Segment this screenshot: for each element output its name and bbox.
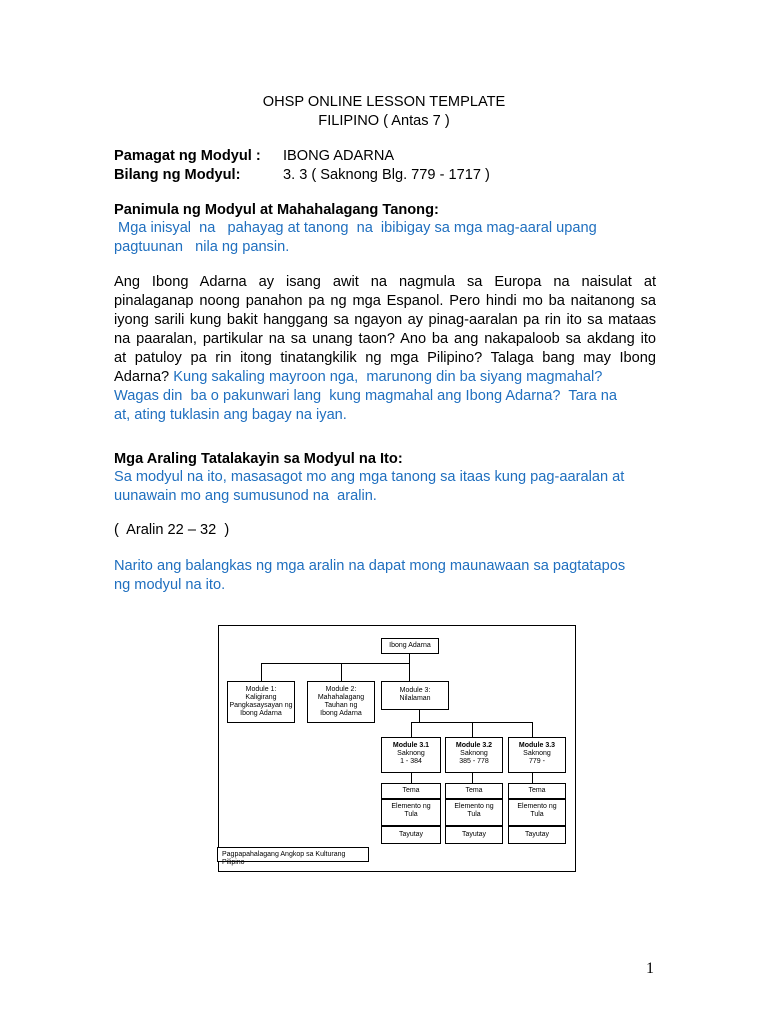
outline-line: Narito ang balangkas ng mga aralin na dapat mong maunawaan sa pagtatapos bbox=[114, 558, 626, 574]
intro-heading: Panimula ng Modyul at Mahahalagang Tanong: bbox=[114, 202, 439, 218]
submodule-line: Saknong bbox=[397, 750, 425, 758]
paragraph-line: iyong sarili kung bakit hanggang sa ngayon ay pinag-aaralan pa rin ito sa mataas bbox=[114, 311, 656, 328]
module-node bbox=[307, 681, 375, 723]
submodule-node bbox=[381, 737, 441, 773]
submodule-line: Saknong bbox=[460, 750, 488, 758]
intro-note-line: pagtuunan nila ng pansin. bbox=[114, 238, 290, 255]
module-title-value: IBONG ADARNA bbox=[283, 148, 395, 164]
module-title-label: Pamagat ng Modyul : bbox=[114, 148, 261, 164]
lessons-intro-line: uunawain mo ang sumusunod na aralin. bbox=[114, 487, 377, 504]
topic-node: Tayutay bbox=[508, 826, 566, 844]
connector-line bbox=[419, 710, 420, 722]
lessons-outline bbox=[114, 557, 659, 595]
submodule-line: 1 - 384 bbox=[400, 758, 422, 766]
module-node bbox=[381, 681, 449, 710]
module-title: Module 2: bbox=[325, 686, 357, 693]
topic-node: Tema bbox=[508, 783, 566, 799]
intro-note bbox=[114, 219, 659, 257]
module-line: Kaligirang bbox=[245, 694, 277, 702]
connector-line bbox=[409, 663, 410, 681]
lessons-intro bbox=[114, 468, 659, 506]
outline-line: ng modyul na ito. bbox=[114, 576, 226, 593]
topic-node: Tema bbox=[445, 783, 503, 799]
document-subtitle: FILIPINO ( Antas 7 ) bbox=[318, 113, 450, 129]
connector-line bbox=[532, 722, 533, 737]
module-line: Tauhan ng bbox=[324, 702, 358, 710]
paragraph-blue-line: at, ating tuklasin ang bagay na iyan. bbox=[114, 406, 347, 423]
connector-line bbox=[472, 722, 473, 737]
submodule-line: 385 - 778 bbox=[459, 758, 489, 766]
topic-node: Tema bbox=[381, 783, 441, 799]
connector-line bbox=[411, 722, 412, 737]
module-diagram bbox=[218, 625, 576, 872]
module-line: Nilalaman bbox=[399, 695, 431, 703]
diagram-footer-node: Pagpapahalagang Angkop sa Kulturang Pilipino bbox=[217, 847, 369, 862]
connector-line bbox=[532, 773, 533, 783]
submodule-title: Module 3.1 bbox=[392, 742, 430, 749]
paragraph-line: pinalaganap noong panahon pa ng mga Espanol. Pero hindi mo ba naitanong sa bbox=[114, 292, 656, 309]
page-number: 1 bbox=[646, 960, 654, 977]
submodule-line: 779 - bbox=[529, 758, 545, 766]
paragraph-black-text: Adarna? bbox=[114, 368, 174, 385]
lessons-heading: Mga Araling Tatalakayin sa Modyul na Ito: bbox=[114, 451, 403, 467]
paragraph-line: at patuloy pa rin itong tinatangkilik ng mga Pilipino? Talaga bang may Ibong bbox=[114, 349, 656, 366]
module-number-value: 3. 3 ( Saknong Blg. 779 - 1717 ) bbox=[283, 167, 490, 183]
module-line: Pangkasaysayan ng bbox=[229, 702, 293, 710]
paragraph-line: Ang Ibong Adarna ay isang awit na nagmula sa Europa na naisulat at bbox=[114, 274, 656, 290]
diagram-root-node: Ibong Adarna bbox=[381, 638, 439, 654]
connector-line bbox=[409, 654, 410, 663]
paragraph-line: na paaralan, partikular na sa unang taon? Ano ba ang nakapaloob sa akdang ito bbox=[114, 330, 656, 347]
topic-node: Tayutay bbox=[445, 826, 503, 844]
submodule-title: Module 3.3 bbox=[518, 742, 556, 749]
topic-node: Elemento ng Tula bbox=[445, 799, 503, 826]
paragraph-blue-line: Wagas din ba o pakunwari lang kung magmahal ang Ibong Adarna? Tara na bbox=[114, 387, 618, 404]
submodule-title: Module 3.2 bbox=[455, 742, 493, 749]
paragraph-blue-text: Kung sakaling mayroon nga, marunong din ba siyang magmahal? bbox=[173, 368, 603, 385]
module-title: Module 1: bbox=[245, 686, 277, 693]
intro-note-line: Mga inisyal na pahayag at tanong na ibibigay sa mga mag-aaral upang bbox=[114, 220, 597, 236]
topic-node: Elemento ng Tula bbox=[508, 799, 566, 826]
module-node bbox=[227, 681, 295, 723]
lessons-intro-line: Sa modyul na ito, masasagot mo ang mga tanong sa itaas kung pag-aaralan at bbox=[114, 469, 625, 485]
module-line: Ibong Adarna bbox=[320, 710, 362, 718]
connector-line bbox=[411, 773, 412, 783]
lesson-range: ( Aralin 22 – 32 ) bbox=[114, 522, 230, 538]
module-line: Ibong Adarna bbox=[240, 710, 282, 718]
module-number-label: Bilang ng Modyul: bbox=[114, 167, 241, 183]
paragraph-line bbox=[114, 368, 656, 387]
connector-line bbox=[261, 663, 410, 664]
module-line: Mahahalagang bbox=[317, 694, 365, 702]
module-title: Module 3: bbox=[399, 687, 431, 694]
document-title: OHSP ONLINE LESSON TEMPLATE bbox=[262, 94, 506, 110]
submodule-line: Saknong bbox=[523, 750, 551, 758]
intro-paragraph bbox=[114, 273, 656, 425]
connector-line bbox=[472, 773, 473, 783]
connector-line bbox=[341, 663, 342, 681]
submodule-node bbox=[445, 737, 503, 773]
topic-node: Elemento ng Tula bbox=[381, 799, 441, 826]
connector-line bbox=[261, 663, 262, 681]
submodule-node bbox=[508, 737, 566, 773]
topic-node: Tayutay bbox=[381, 826, 441, 844]
